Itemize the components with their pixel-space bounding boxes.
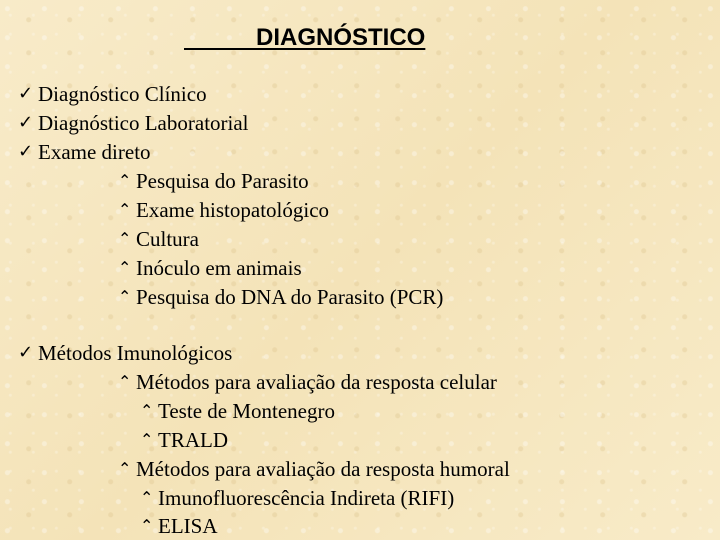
list-item-text: Diagnóstico Clínico bbox=[38, 82, 207, 106]
list-item-inoculo-animais bbox=[118, 256, 302, 280]
list-item-text: Imunofluorescência Indireta (RIFI) bbox=[158, 486, 455, 510]
list-item-text: Métodos Imunológicos bbox=[38, 341, 233, 365]
list-item-text: Métodos para avaliação da resposta celular bbox=[136, 370, 497, 394]
caret-up-icon: ⌃ bbox=[118, 258, 132, 277]
check-icon: ✓ bbox=[18, 83, 34, 104]
list-item-text: Métodos para avaliação da resposta humoral bbox=[136, 457, 510, 481]
list-item-exame-direto bbox=[18, 140, 151, 164]
list-item-rifi bbox=[140, 486, 454, 510]
list-item-trald bbox=[140, 428, 228, 452]
list-item-pesquisa-dna-pcr bbox=[118, 285, 443, 309]
list-item-cultura bbox=[118, 227, 199, 251]
list-item-text: Teste de Montenegro bbox=[158, 399, 335, 423]
list-item-exame-histopatologico bbox=[118, 198, 329, 222]
list-item-metodos-imunologicos bbox=[18, 341, 232, 365]
caret-up-icon: ⌃ bbox=[118, 171, 132, 190]
caret-up-icon: ⌃ bbox=[118, 372, 132, 391]
caret-up-icon: ⌃ bbox=[118, 200, 132, 219]
list-item-pesquisa-parasito bbox=[118, 169, 309, 193]
list-item-text: TRALD bbox=[158, 428, 228, 452]
check-icon: ✓ bbox=[18, 342, 34, 363]
list-item-text: Pesquisa do Parasito bbox=[136, 169, 309, 193]
list-item-text: ELISA bbox=[158, 514, 218, 538]
list-item-resposta-celular bbox=[118, 370, 497, 394]
title-underline-lead bbox=[184, 24, 256, 50]
title-row bbox=[184, 18, 425, 50]
caret-up-icon: ⌃ bbox=[118, 459, 132, 478]
list-item-text: Inóculo em animais bbox=[136, 256, 302, 280]
page-title: DIAGNÓSTICO bbox=[256, 24, 426, 51]
check-icon: ✓ bbox=[18, 141, 34, 162]
list-item-text: Diagnóstico Laboratorial bbox=[38, 111, 249, 135]
caret-up-icon: ⌃ bbox=[140, 488, 154, 507]
list-item-text: Exame histopatológico bbox=[136, 198, 330, 222]
caret-up-icon: ⌃ bbox=[140, 430, 154, 449]
list-item-text: Exame direto bbox=[38, 140, 151, 164]
list-item-teste-montenegro bbox=[140, 399, 335, 423]
caret-up-icon: ⌃ bbox=[118, 229, 132, 248]
list-item-elisa bbox=[140, 514, 218, 538]
check-icon: ✓ bbox=[18, 112, 34, 133]
list-item-text: Pesquisa do DNA do Parasito (PCR) bbox=[136, 285, 444, 309]
list-item-diagnostico-clinico bbox=[18, 82, 207, 106]
caret-up-icon: ⌃ bbox=[118, 287, 132, 306]
caret-up-icon: ⌃ bbox=[140, 401, 154, 420]
list-item-resposta-humoral bbox=[118, 457, 510, 481]
caret-up-icon: ⌃ bbox=[140, 516, 154, 535]
list-item-diagnostico-laboratorial bbox=[18, 111, 249, 135]
list-item-text: Cultura bbox=[136, 227, 199, 251]
